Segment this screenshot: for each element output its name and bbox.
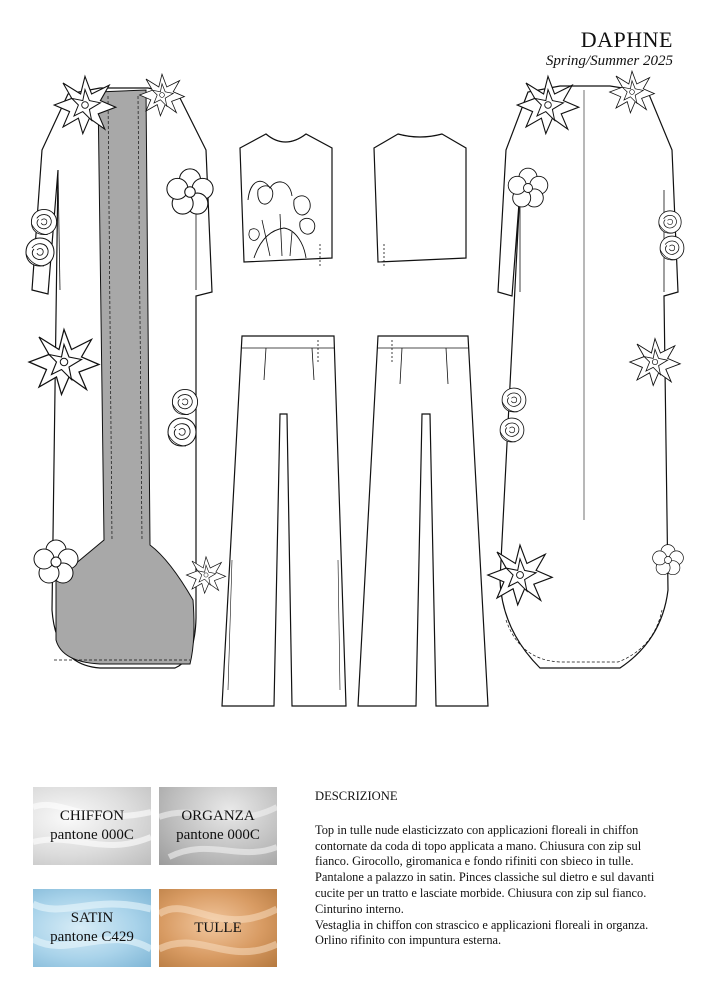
fabric-swatch-satin	[33, 889, 151, 967]
season-label: Spring/Summer 2025	[545, 53, 673, 69]
description-robe: Vestaglia in chiffon con strascico e applicazioni floreali in organza. Orlino rifinito con impuntura esterna.	[315, 917, 649, 948]
fabric-name: TULLE	[194, 919, 242, 936]
description-top: Top in tulle nude elasticizzato con applicazioni floreali in chiffon contornate da coda di topo applicata a mano. Chiusura con zip sul fianco. Girocollo, giromanica e fondo rifiniti con sbieco in tulle.	[315, 822, 642, 869]
top-back-sketch	[374, 134, 466, 268]
fabric-pantone: pantone 000C	[176, 827, 260, 843]
fabric-swatch-chiffon	[33, 787, 151, 865]
fabric-name: ORGANZA	[181, 808, 255, 824]
fabric-swatch-tulle	[159, 889, 277, 967]
fabric-name: CHIFFON	[59, 808, 125, 824]
fabric-swatch-organza	[159, 787, 277, 865]
description-heading: DESCRIZIONE	[315, 789, 398, 803]
description-block	[315, 789, 675, 949]
fabric-pantone: pantone C429	[50, 929, 134, 945]
top-front-sketch	[240, 134, 332, 268]
robe-back-sketch	[488, 71, 684, 668]
fabric-name: SATIN	[70, 910, 114, 926]
robe-front-sketch	[26, 74, 226, 668]
collection-name: DAPHNE	[580, 27, 673, 52]
description-trousers: Pantalone a palazzo in satin. Pinces classiche sul dietro e sul davanti cucite per un tratto e lasciate morbide. Chiusura con zip sul fianco. Cinturino interno.	[315, 870, 655, 916]
fabric-pantone: pantone 000C	[50, 827, 134, 843]
trousers-back-sketch	[358, 336, 488, 706]
trousers-front-sketch	[222, 336, 346, 706]
